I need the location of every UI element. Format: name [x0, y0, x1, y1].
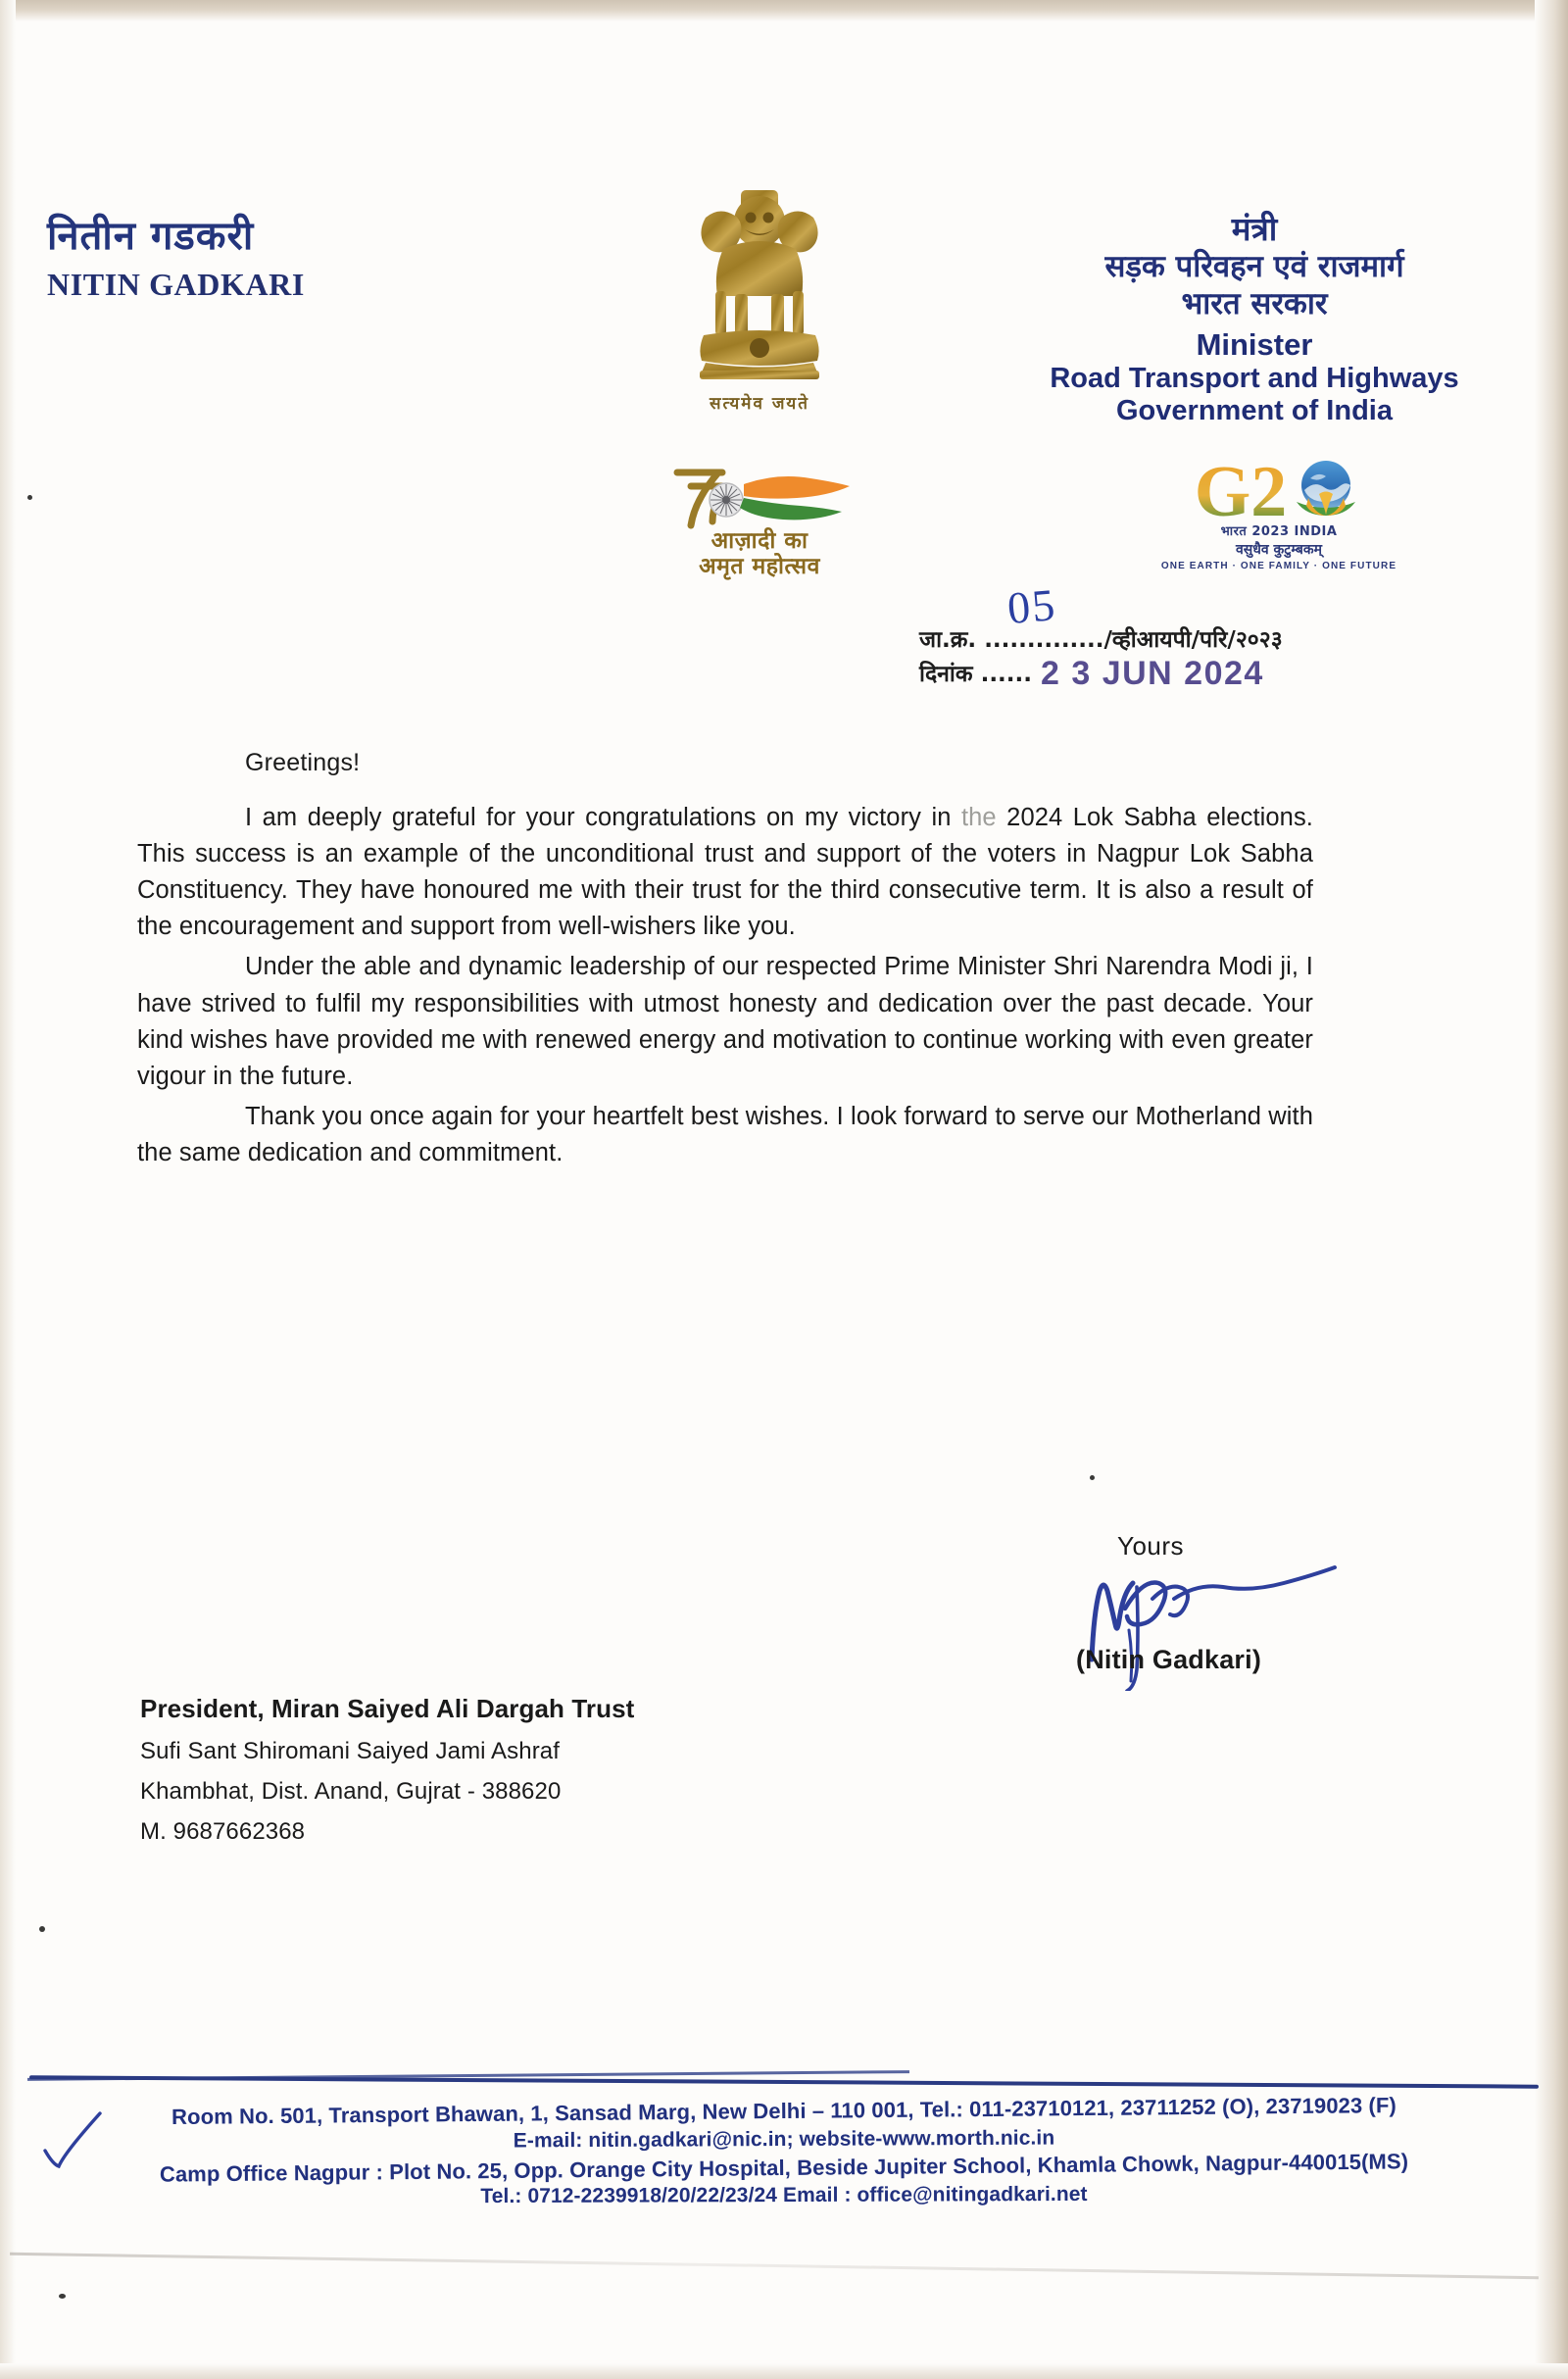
reference-handwritten-number: 05 — [1004, 578, 1059, 634]
g20-motto-hindi: वसुधैव कुटुम्बकम् — [1236, 542, 1322, 558]
scan-speck — [39, 1926, 45, 1932]
letter-body — [137, 745, 1313, 1176]
scan-right-edge — [1535, 0, 1568, 2379]
reference-number-label: जा.क्र. — [919, 627, 977, 653]
designation-english-line-2: Road Transport and Highways — [1050, 362, 1459, 394]
azadi-line-1: आज़ादी का — [710, 528, 808, 554]
designation-hindi-line-3: भारत सरकार — [1181, 286, 1328, 322]
scan-left-edge — [0, 0, 16, 2379]
minister-name-hindi: नितीन गडकरी — [47, 214, 255, 259]
scan-top-edge — [0, 0, 1568, 22]
closing-salutation: Yours — [1117, 1531, 1185, 1561]
g20-logo-block — [1137, 451, 1421, 571]
paragraph-1-faded-word: the — [960, 803, 997, 831]
scan-bottom-edge — [0, 2363, 1568, 2379]
g20-tagline: ONE EARTH · ONE FAMILY · ONE FUTURE — [1160, 561, 1397, 571]
reference-number-line — [919, 623, 1283, 658]
signer-name: (Nitin Gadkari) — [1076, 1645, 1262, 1674]
footer-line-1: Room No. 501, Transport Bhawan, 1, Sansad Marg, New Delhi – 110 001, Tel.: 011-23710121, 23711252 (O), 23719023 (F) — [171, 2093, 1396, 2129]
reference-number-dots: .............. — [984, 627, 1104, 653]
designation-hindi — [980, 210, 1529, 323]
g20-wordmark: G2 — [1194, 451, 1288, 532]
scan-artifact-line — [10, 2253, 1539, 2280]
recipient-title: President, Miran Saiyed Ali Dargah Trust — [140, 1694, 635, 1723]
paragraph-1-part-b: 2024 Lok Sabha elections. This success is an example of the unconditional trust and support of the voters in Nagpur Lok Sabha Constituency. They have honoured me with their trust for the third consecutive term. It is also a result of the encouragement and support from well-wishers like you. — [137, 803, 1313, 941]
g20-globe-lotus-icon — [1289, 457, 1363, 527]
footer-line-4: Tel.: 0712-2239918/20/22/23/24 Email : office@nitingadkari.net — [480, 2183, 1088, 2208]
recipient-line-3: M. 9687662368 — [140, 1818, 306, 1845]
g20-year-label: भारत 2023 INDIA — [1220, 524, 1338, 539]
azadi-tagline — [627, 529, 892, 580]
paragraph-3-text: Thank you once again for your heartfelt best wishes. I look forward to serve our Motherland with the same dedication and commitment. — [137, 1103, 1313, 1167]
scan-speck — [59, 2294, 66, 2299]
state-emblem-block — [647, 178, 872, 414]
paragraph-2-text: Under the able and dynamic leadership of our respected Prime Minister Shri Narendra Modi ji, I have strived to fulfil my responsibilities with utmost honesty and dedication over the past decade. Your kind wishes have provided me with renewed energy and motivation to continue working with even greater vigour in the future. — [137, 953, 1313, 1091]
azadi-ka-amrit-mahotsav-block — [627, 457, 892, 580]
scan-speck — [27, 495, 32, 500]
footer-line-2: E-mail: nitin.gadkari@nic.in; website-www.morth.nic.in — [513, 2126, 1055, 2153]
reference-date-label: दिनांक — [919, 661, 973, 687]
azadi-line-2: अमृत महोत्सव — [699, 553, 820, 579]
paragraph-1-part-a: I am deeply grateful for your congratulations on my victory in — [245, 803, 961, 831]
body-paragraph-2 — [137, 949, 1313, 1095]
footer-divider — [29, 2075, 1539, 2088]
minister-name-english: NITIN GADKARI — [47, 267, 305, 302]
footer-line-3: Camp Office Nagpur : Plot No. 25, Opp. Orange City Hospital, Beside Jupiter School, Khamla Chowk, Nagpur-440015(MS) — [159, 2149, 1409, 2187]
greeting-text: Greetings! — [245, 749, 361, 776]
scan-speck — [1090, 1475, 1095, 1480]
recipient-line-2: Khambhat, Dist. Anand, Gujrat - 388620 — [140, 1778, 562, 1805]
designation-english — [980, 327, 1529, 428]
letterhead-name-block — [47, 214, 305, 303]
state-emblem-of-india-icon — [676, 178, 843, 389]
body-paragraph-3 — [137, 1099, 1313, 1171]
emblem-motto: सत्यमेव जयते — [710, 394, 809, 414]
recipient-address-block — [140, 1694, 634, 1859]
designation-block — [980, 210, 1529, 428]
date-stamp: 2 3 JUN 2024 — [1041, 655, 1264, 692]
body-paragraph-1 — [137, 800, 1313, 946]
reference-date-dots: ...... — [980, 661, 1033, 687]
azadi-ka-amrit-mahotsav-logo-icon — [662, 457, 858, 535]
designation-english-line-1: Minister — [1196, 326, 1313, 362]
footer-contact-block — [29, 2093, 1539, 2209]
designation-hindi-line-1: मंत्री — [1231, 210, 1278, 248]
designation-english-line-3: Government of India — [1116, 395, 1393, 427]
designation-hindi-line-2: सड़क परिवहन एवं राजमार्ग — [1104, 249, 1404, 285]
recipient-line-1: Sufi Sant Shiromani Saiyed Jami Ashraf — [140, 1738, 561, 1764]
reference-number-suffix: /व्हीआयपी/परि/२०२३ — [1103, 627, 1283, 653]
